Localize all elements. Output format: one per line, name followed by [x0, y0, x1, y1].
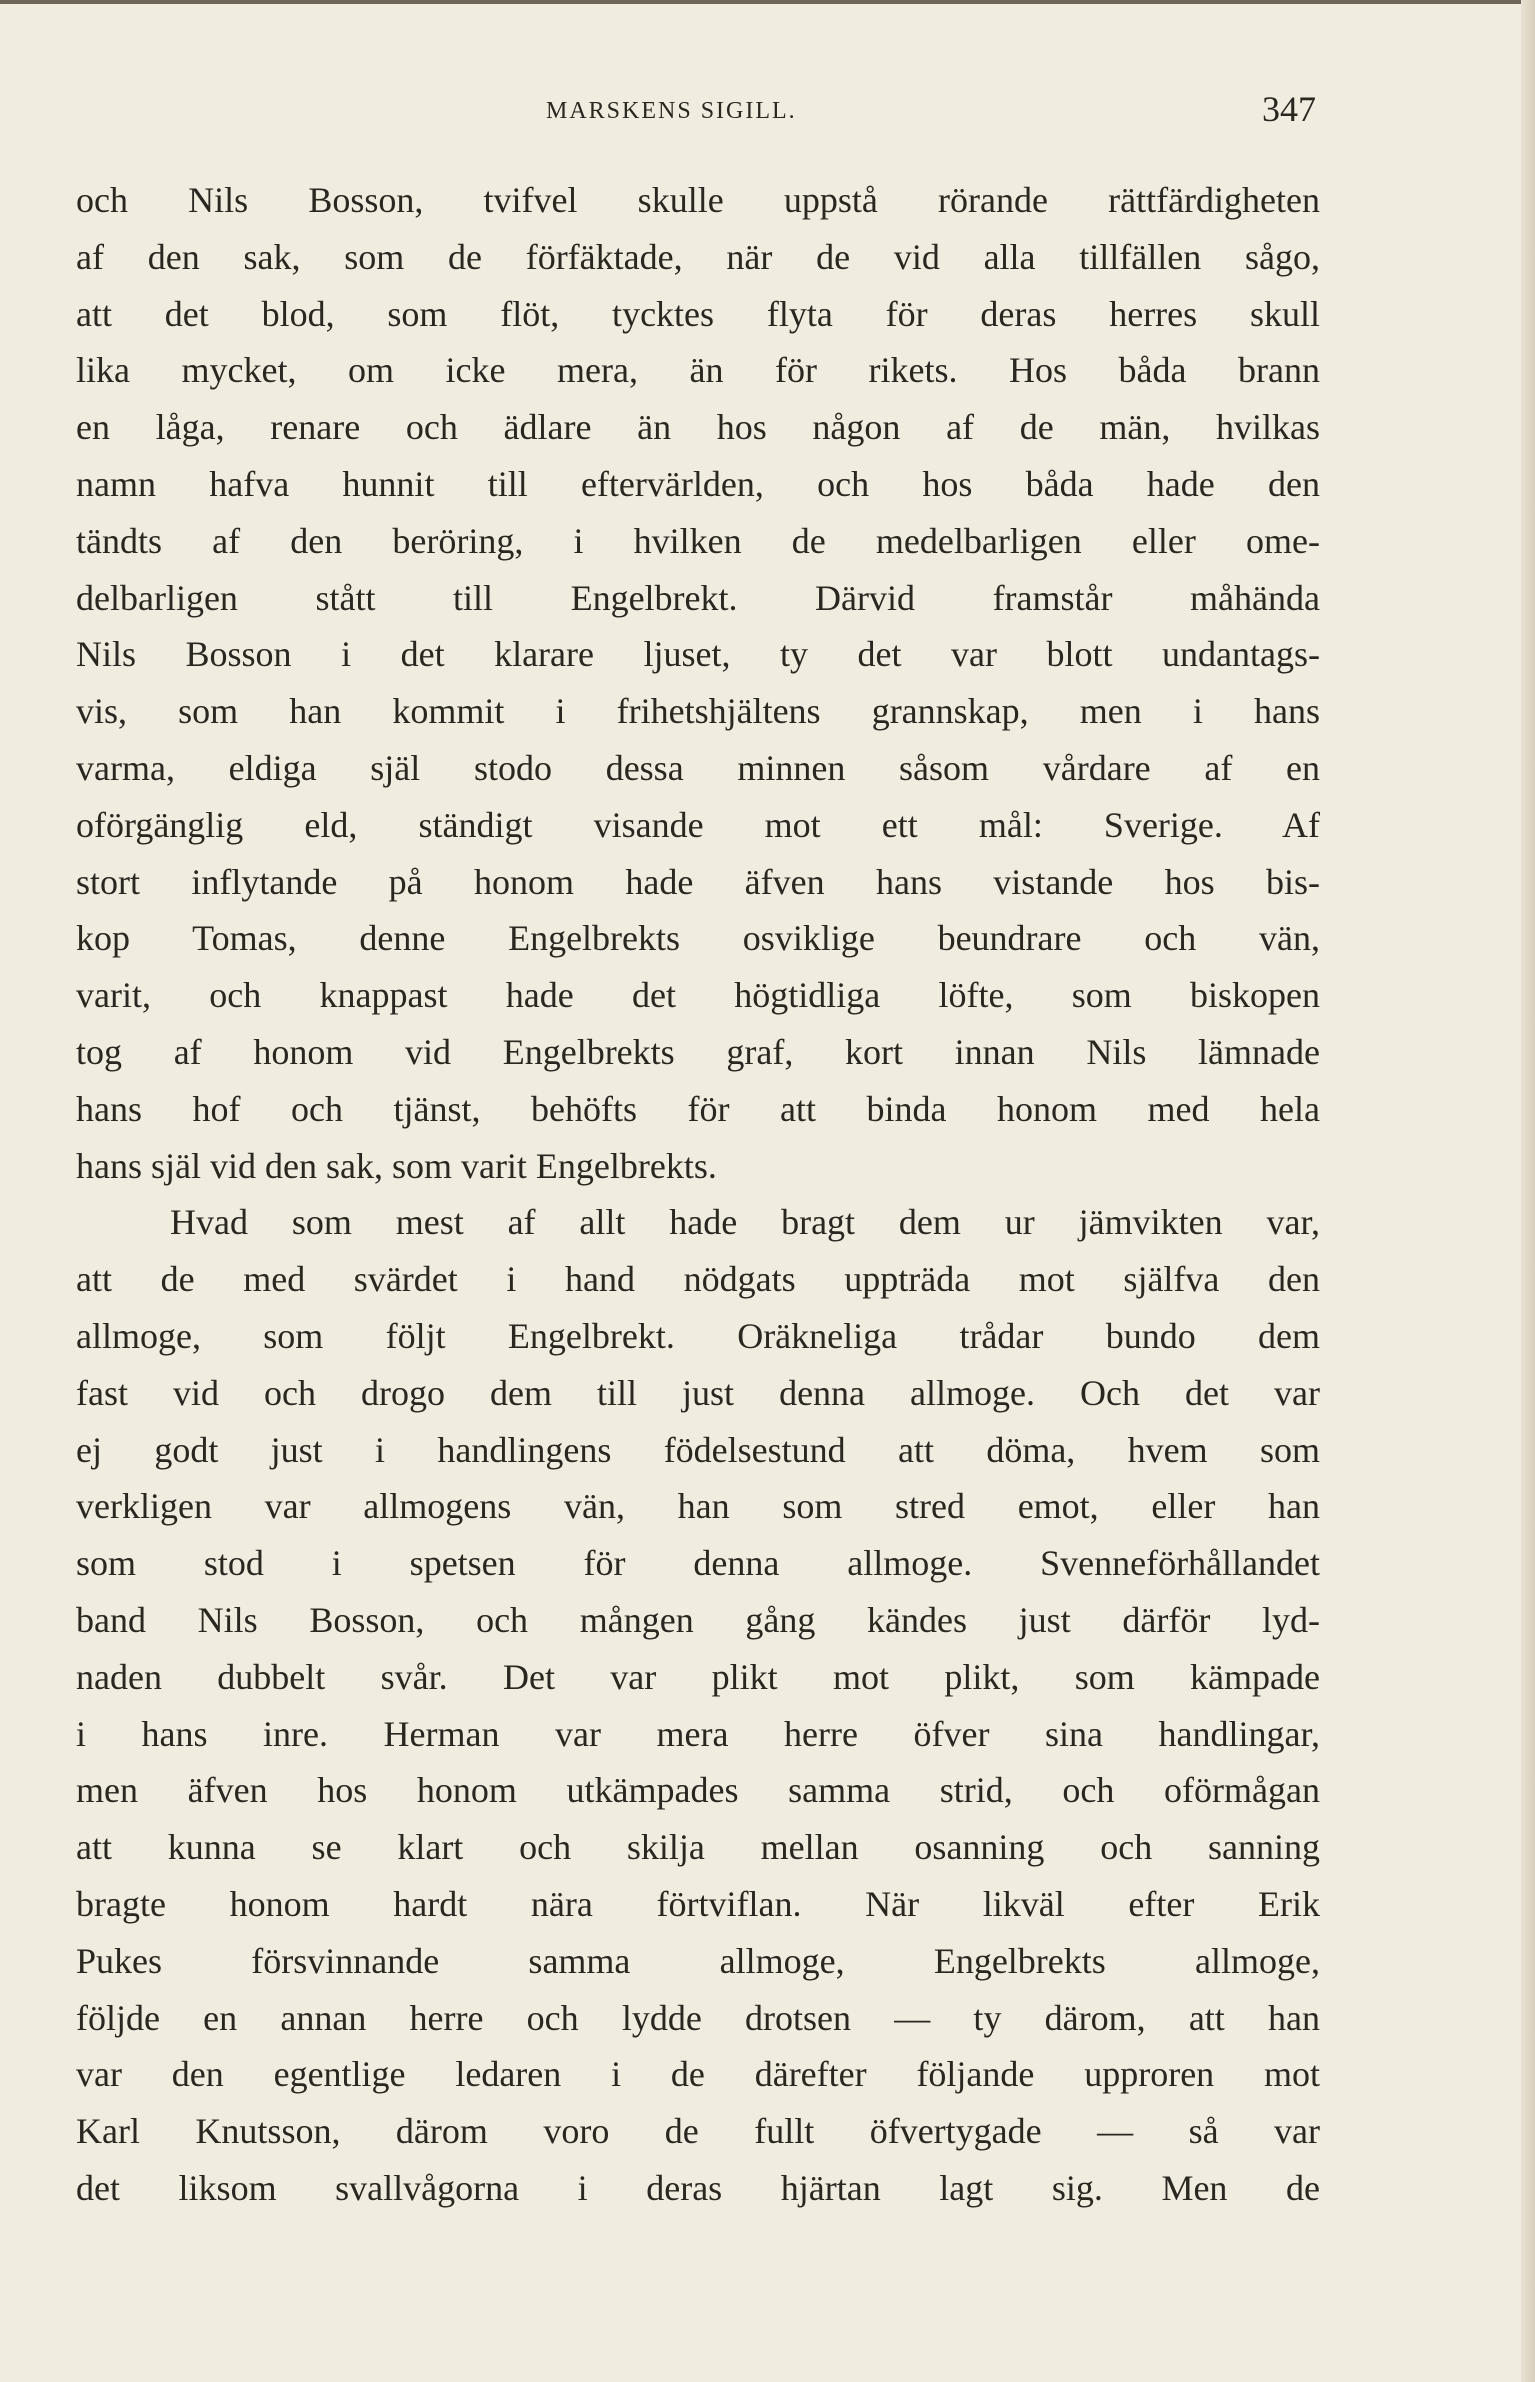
text-line: fast vid och drogo dem till just denna allmoge. Och det var — [76, 1372, 1320, 1413]
text-line: vis, som han kommit i frihetshjältens grannskap, men i hans — [76, 691, 1320, 732]
paragraph — [76, 1194, 1320, 2216]
text-line: lika mycket, om icke mera, än för rikets. Hos båda brann — [76, 350, 1320, 391]
paragraph — [76, 172, 1320, 1194]
text-line: naden dubbelt svår. Det var plikt mot plikt, som kämpade — [76, 1656, 1320, 1697]
text-line: det liksom svallvågorna i deras hjärtan lagt sig. Men de — [76, 2167, 1320, 2208]
text-line: följde en annan herre och lydde drotsen — ty därom, att han — [76, 1997, 1320, 2038]
text-line: en låga, renare och ädlare än hos någon af de män, hvilkas — [76, 407, 1320, 448]
text-line: varma, eldiga själ stodo dessa minnen såsom vårdare af en — [76, 747, 1320, 788]
text-line: bragte honom hardt nära förtviflan. När likväl efter Erik — [76, 1883, 1320, 1924]
text-line: att det blod, som flöt, tycktes flyta för deras herres skull — [76, 293, 1320, 334]
text-line: namn hafva hunnit till eftervärlden, och hos båda hade den — [76, 463, 1320, 504]
text-line: och Nils Bosson, tvifvel skulle uppstå rörande rättfärdigheten — [76, 180, 1320, 220]
top-edge — [0, 0, 1535, 4]
running-title: MARSKENS SIGILL. — [546, 98, 797, 124]
page-header — [76, 88, 1316, 138]
text-line: var den egentlige ledaren i de därefter följande upproren mot — [76, 2054, 1320, 2095]
text-line: stort inflytande på honom hade äfven hans vistande hos bis- — [76, 861, 1320, 902]
text-line: varit, och knappast hade det högtidliga löfte, som biskopen — [76, 975, 1320, 1016]
text-line: oförgänglig eld, ständigt visande mot ett mål: Sverige. Af — [76, 804, 1320, 845]
text-line: af den sak, som de förfäktade, när de vid alla tillfällen sågo, — [76, 236, 1320, 277]
text-line: att kunna se klart och skilja mellan osanning och sanning — [76, 1827, 1320, 1868]
text-line: Nils Bosson i det klarare ljuset, ty det var blott undantags- — [76, 634, 1320, 675]
text-line: som stod i spetsen för denna allmoge. Svenneförhållandet — [76, 1543, 1320, 1584]
text-line: men äfven hos honom utkämpades samma strid, och oförmågan — [76, 1770, 1320, 1811]
text-line: hans själ vid den sak, som varit Engelbrekts. — [76, 1145, 717, 1186]
text-line: tändts af den beröring, i hvilken de medelbarligen eller ome- — [76, 520, 1320, 561]
page-number: 347 — [1262, 89, 1316, 129]
text-line: ej godt just i handlingens födelsestund att döma, hvem som — [76, 1429, 1320, 1470]
text-line: Pukes försvinnande samma allmoge, Engelbrekts allmoge, — [76, 1940, 1320, 1981]
text-line: band Nils Bosson, och mången gång kändes just därför lyd- — [76, 1599, 1320, 1640]
text-line: i hans inre. Herman var mera herre öfver sina handlingar, — [76, 1713, 1320, 1754]
text-line: allmoge, som följt Engelbrekt. Oräkneliga trådar bundo dem — [76, 1315, 1320, 1356]
text-line: tog af honom vid Engelbrekts graf, kort innan Nils lämnade — [76, 1031, 1320, 1072]
text-line: att de med svärdet i hand nödgats uppträda mot själfva den — [76, 1259, 1320, 1300]
text-line: delbarligen stått till Engelbrekt. Därvid framstår måhända — [76, 577, 1320, 618]
text-line: verkligen var allmogens vän, han som stred emot, eller han — [76, 1486, 1320, 1527]
text-line: hans hof och tjänst, behöfts för att binda honom med hela — [76, 1088, 1320, 1129]
text-line: Karl Knutsson, därom voro de fullt öfvertygade — så var — [76, 2111, 1320, 2152]
text-line: kop Tomas, denne Engelbrekts osviklige beundrare och vän, — [76, 918, 1320, 959]
right-edge — [1521, 0, 1535, 2382]
body-text — [76, 172, 1320, 2217]
text-line: Hvad som mest af allt hade bragt dem ur jämvikten var, — [170, 1202, 1320, 1243]
